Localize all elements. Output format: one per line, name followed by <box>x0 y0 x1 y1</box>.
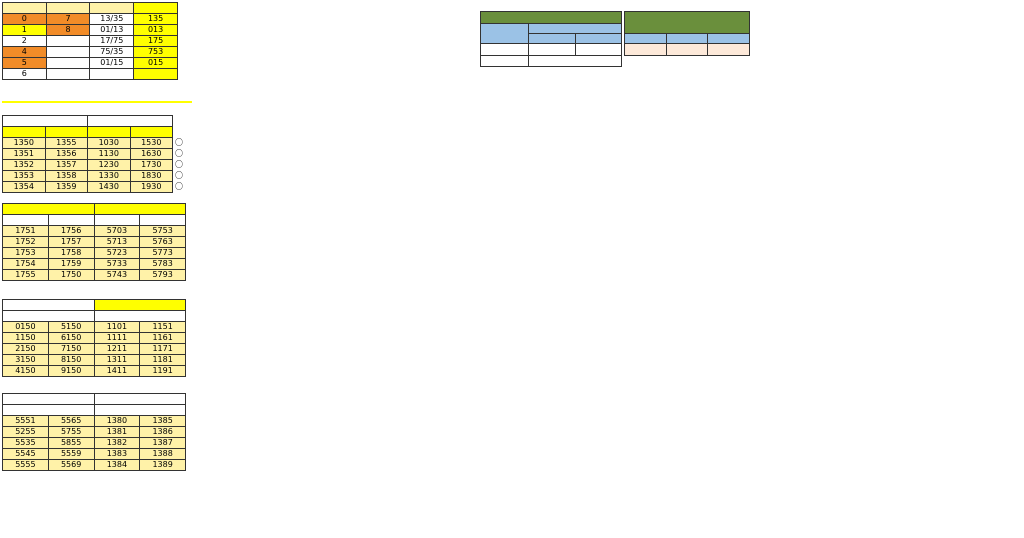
set-number: 5733 <box>94 259 140 270</box>
set-number: 5743 <box>94 270 140 281</box>
hits-block <box>624 11 750 56</box>
set-row <box>3 333 186 344</box>
set-number: 3150 <box>3 355 49 366</box>
set-number: 1358 <box>45 171 88 182</box>
summary-v2 <box>529 44 576 56</box>
set-number: 1389 <box>140 460 186 471</box>
set-row <box>3 438 186 449</box>
set-number: 2150 <box>3 344 49 355</box>
set-number: 5569 <box>48 460 94 471</box>
set-number: 1384 <box>94 460 140 471</box>
set-number: 0150 <box>3 322 49 333</box>
set-number: 1387 <box>140 438 186 449</box>
set-number: 1354 <box>3 182 46 193</box>
pair-digit <box>46 58 90 69</box>
col-blank <box>46 3 90 14</box>
set-number: 1151 <box>140 322 186 333</box>
set-number: 1756 <box>48 226 94 237</box>
col-single <box>3 3 47 14</box>
total-value <box>529 56 622 67</box>
pair-digit <box>46 36 90 47</box>
single-digit-row <box>3 69 178 80</box>
single-digit-row <box>3 58 178 69</box>
gh-col-header <box>3 405 95 416</box>
summary-set-straight <box>529 34 576 44</box>
set-number: 5713 <box>94 237 140 248</box>
ab-mark: 〇 <box>175 160 183 169</box>
set-number: 1753 <box>3 248 49 259</box>
hits-col <box>625 34 667 44</box>
summary-straight-label <box>481 24 529 44</box>
gh-table <box>2 393 186 471</box>
set-number: 1101 <box>94 322 140 333</box>
set-number: 5773 <box>140 248 186 259</box>
set-number: 5565 <box>48 416 94 427</box>
f-frame-label <box>94 300 186 311</box>
set-number: 1730 <box>130 160 173 171</box>
two-set: 17/75 <box>90 36 134 47</box>
summary-set-label <box>529 24 622 34</box>
set-number: 1752 <box>3 237 49 248</box>
a-frame-label <box>3 116 88 127</box>
set-number: 1211 <box>94 344 140 355</box>
col-three <box>134 3 178 14</box>
ab-col-header <box>130 127 173 138</box>
hits-val <box>666 44 708 56</box>
single-digit: 2 <box>3 36 47 47</box>
set-number: 1630 <box>130 149 173 160</box>
summary-v1 <box>481 44 529 56</box>
set-number: 7150 <box>48 344 94 355</box>
set-number: 1759 <box>48 259 94 270</box>
set-number: 8150 <box>48 355 94 366</box>
set-number: 1381 <box>94 427 140 438</box>
period-table <box>752 1 788 12</box>
cd-col-header <box>94 215 140 226</box>
cd-col-header <box>48 215 94 226</box>
three-set: 135 <box>134 14 178 25</box>
set-row <box>3 171 186 182</box>
set-number: 1750 <box>48 270 94 281</box>
set-row <box>3 237 186 248</box>
single-digit: 5 <box>3 58 47 69</box>
hits-col <box>708 34 750 44</box>
insert-note <box>2 101 192 103</box>
ef-col-header <box>94 311 186 322</box>
single-digit: 6 <box>3 69 47 80</box>
set-row <box>3 259 186 270</box>
set-row <box>3 344 186 355</box>
h-frame-label <box>94 394 186 405</box>
set-number: 1111 <box>94 333 140 344</box>
set-number: 5755 <box>48 427 94 438</box>
set-number: 5723 <box>94 248 140 259</box>
set-number: 1350 <box>3 138 46 149</box>
set-number: 5793 <box>140 270 186 281</box>
set-number: 1388 <box>140 449 186 460</box>
ab-mark: 〇 <box>175 182 183 191</box>
set-row <box>3 366 186 377</box>
ef-col-header <box>3 311 95 322</box>
set-number: 1411 <box>94 366 140 377</box>
set-row <box>3 160 186 171</box>
set-number: 5783 <box>140 259 186 270</box>
two-set: 13/35 <box>90 14 134 25</box>
set-number: 1382 <box>94 438 140 449</box>
e-frame-label <box>3 300 95 311</box>
set-number: 5753 <box>140 226 186 237</box>
three-set: 753 <box>134 47 178 58</box>
cd-table <box>2 203 186 281</box>
set-number: 5703 <box>94 226 140 237</box>
ef-table <box>2 299 186 377</box>
single-digit-table <box>2 2 178 80</box>
ab-col-header <box>3 127 46 138</box>
set-row <box>3 322 186 333</box>
set-number: 1181 <box>140 355 186 366</box>
set-row <box>3 427 186 438</box>
summary-block <box>480 11 622 67</box>
single-digit-row <box>3 36 178 47</box>
hits-title <box>625 12 750 34</box>
set-number: 1130 <box>88 149 131 160</box>
gh-col-header <box>94 405 186 416</box>
set-number: 1352 <box>3 160 46 171</box>
set-number: 5551 <box>3 416 49 427</box>
single-digit-row <box>3 25 178 36</box>
hits-val <box>708 44 750 56</box>
set-number: 1386 <box>140 427 186 438</box>
three-set: 015 <box>134 58 178 69</box>
hits-val <box>625 44 667 56</box>
summary-v3 <box>575 44 622 56</box>
set-number: 1359 <box>45 182 88 193</box>
ab-table <box>2 115 186 193</box>
two-set: 01/13 <box>90 25 134 36</box>
set-number: 1355 <box>45 138 88 149</box>
set-number: 5855 <box>48 438 94 449</box>
c-frame-label <box>3 204 95 215</box>
single-digit: 0 <box>3 14 47 25</box>
set-number: 1430 <box>88 182 131 193</box>
set-number: 5545 <box>3 449 49 460</box>
g-frame-label <box>3 394 95 405</box>
total-label <box>481 56 529 67</box>
set-number: 1191 <box>140 366 186 377</box>
single-digit: 4 <box>3 47 47 58</box>
set-row <box>3 449 186 460</box>
set-row <box>3 138 186 149</box>
set-number: 1757 <box>48 237 94 248</box>
set-row <box>3 270 186 281</box>
set-number: 1357 <box>45 160 88 171</box>
set-number: 6150 <box>48 333 94 344</box>
pair-digit <box>46 47 90 58</box>
two-set <box>90 69 134 80</box>
summary-title <box>481 12 622 24</box>
ab-mark: 〇 <box>175 138 183 147</box>
set-number: 1351 <box>3 149 46 160</box>
d-frame-label <box>94 204 186 215</box>
set-number: 1356 <box>45 149 88 160</box>
set-number: 5559 <box>48 449 94 460</box>
two-set: 01/15 <box>90 58 134 69</box>
set-number: 5150 <box>48 322 94 333</box>
set-number: 9150 <box>48 366 94 377</box>
col-two <box>90 3 134 14</box>
pair-digit <box>46 69 90 80</box>
pair-digit: 8 <box>46 25 90 36</box>
set-number: 1383 <box>94 449 140 460</box>
set-number: 5763 <box>140 237 186 248</box>
set-number: 1150 <box>3 333 49 344</box>
set-number: 5555 <box>3 460 49 471</box>
set-row <box>3 149 186 160</box>
set-number: 5255 <box>3 427 49 438</box>
ab-mark: 〇 <box>175 149 183 158</box>
set-row <box>3 248 186 259</box>
set-number: 1380 <box>94 416 140 427</box>
set-number: 4150 <box>3 366 49 377</box>
set-number: 1751 <box>3 226 49 237</box>
set-number: 1030 <box>88 138 131 149</box>
set-row <box>3 460 186 471</box>
cd-col-header <box>140 215 186 226</box>
set-number: 1161 <box>140 333 186 344</box>
cd-col-header <box>3 215 49 226</box>
three-set <box>134 69 178 80</box>
set-number: 1830 <box>130 171 173 182</box>
single-digit-row <box>3 47 178 58</box>
set-number: 1171 <box>140 344 186 355</box>
main-grid <box>202 68 1020 80</box>
ab-col-header <box>45 127 88 138</box>
set-number: 1754 <box>3 259 49 270</box>
pair-digit: 7 <box>46 14 90 25</box>
set-number: 1755 <box>3 270 49 281</box>
summary-set-box <box>575 34 622 44</box>
set-number: 1758 <box>48 248 94 259</box>
set-row <box>3 226 186 237</box>
three-set: 175 <box>134 36 178 47</box>
left-panel <box>2 1 198 471</box>
b-frame-label <box>88 116 173 127</box>
set-number: 1330 <box>88 171 131 182</box>
ab-col-header <box>88 127 131 138</box>
set-row <box>3 416 186 427</box>
hits-col <box>666 34 708 44</box>
set-number: 5535 <box>3 438 49 449</box>
single-digit-row <box>3 14 178 25</box>
set-row <box>3 355 186 366</box>
set-number: 1230 <box>88 160 131 171</box>
set-number: 1530 <box>130 138 173 149</box>
set-number: 1930 <box>130 182 173 193</box>
ab-mark: 〇 <box>175 171 183 180</box>
set-number: 1311 <box>94 355 140 366</box>
two-set: 75/35 <box>90 47 134 58</box>
set-number: 1385 <box>140 416 186 427</box>
single-digit: 1 <box>3 25 47 36</box>
set-number: 1353 <box>3 171 46 182</box>
set-row <box>3 182 186 193</box>
three-set: 013 <box>134 25 178 36</box>
